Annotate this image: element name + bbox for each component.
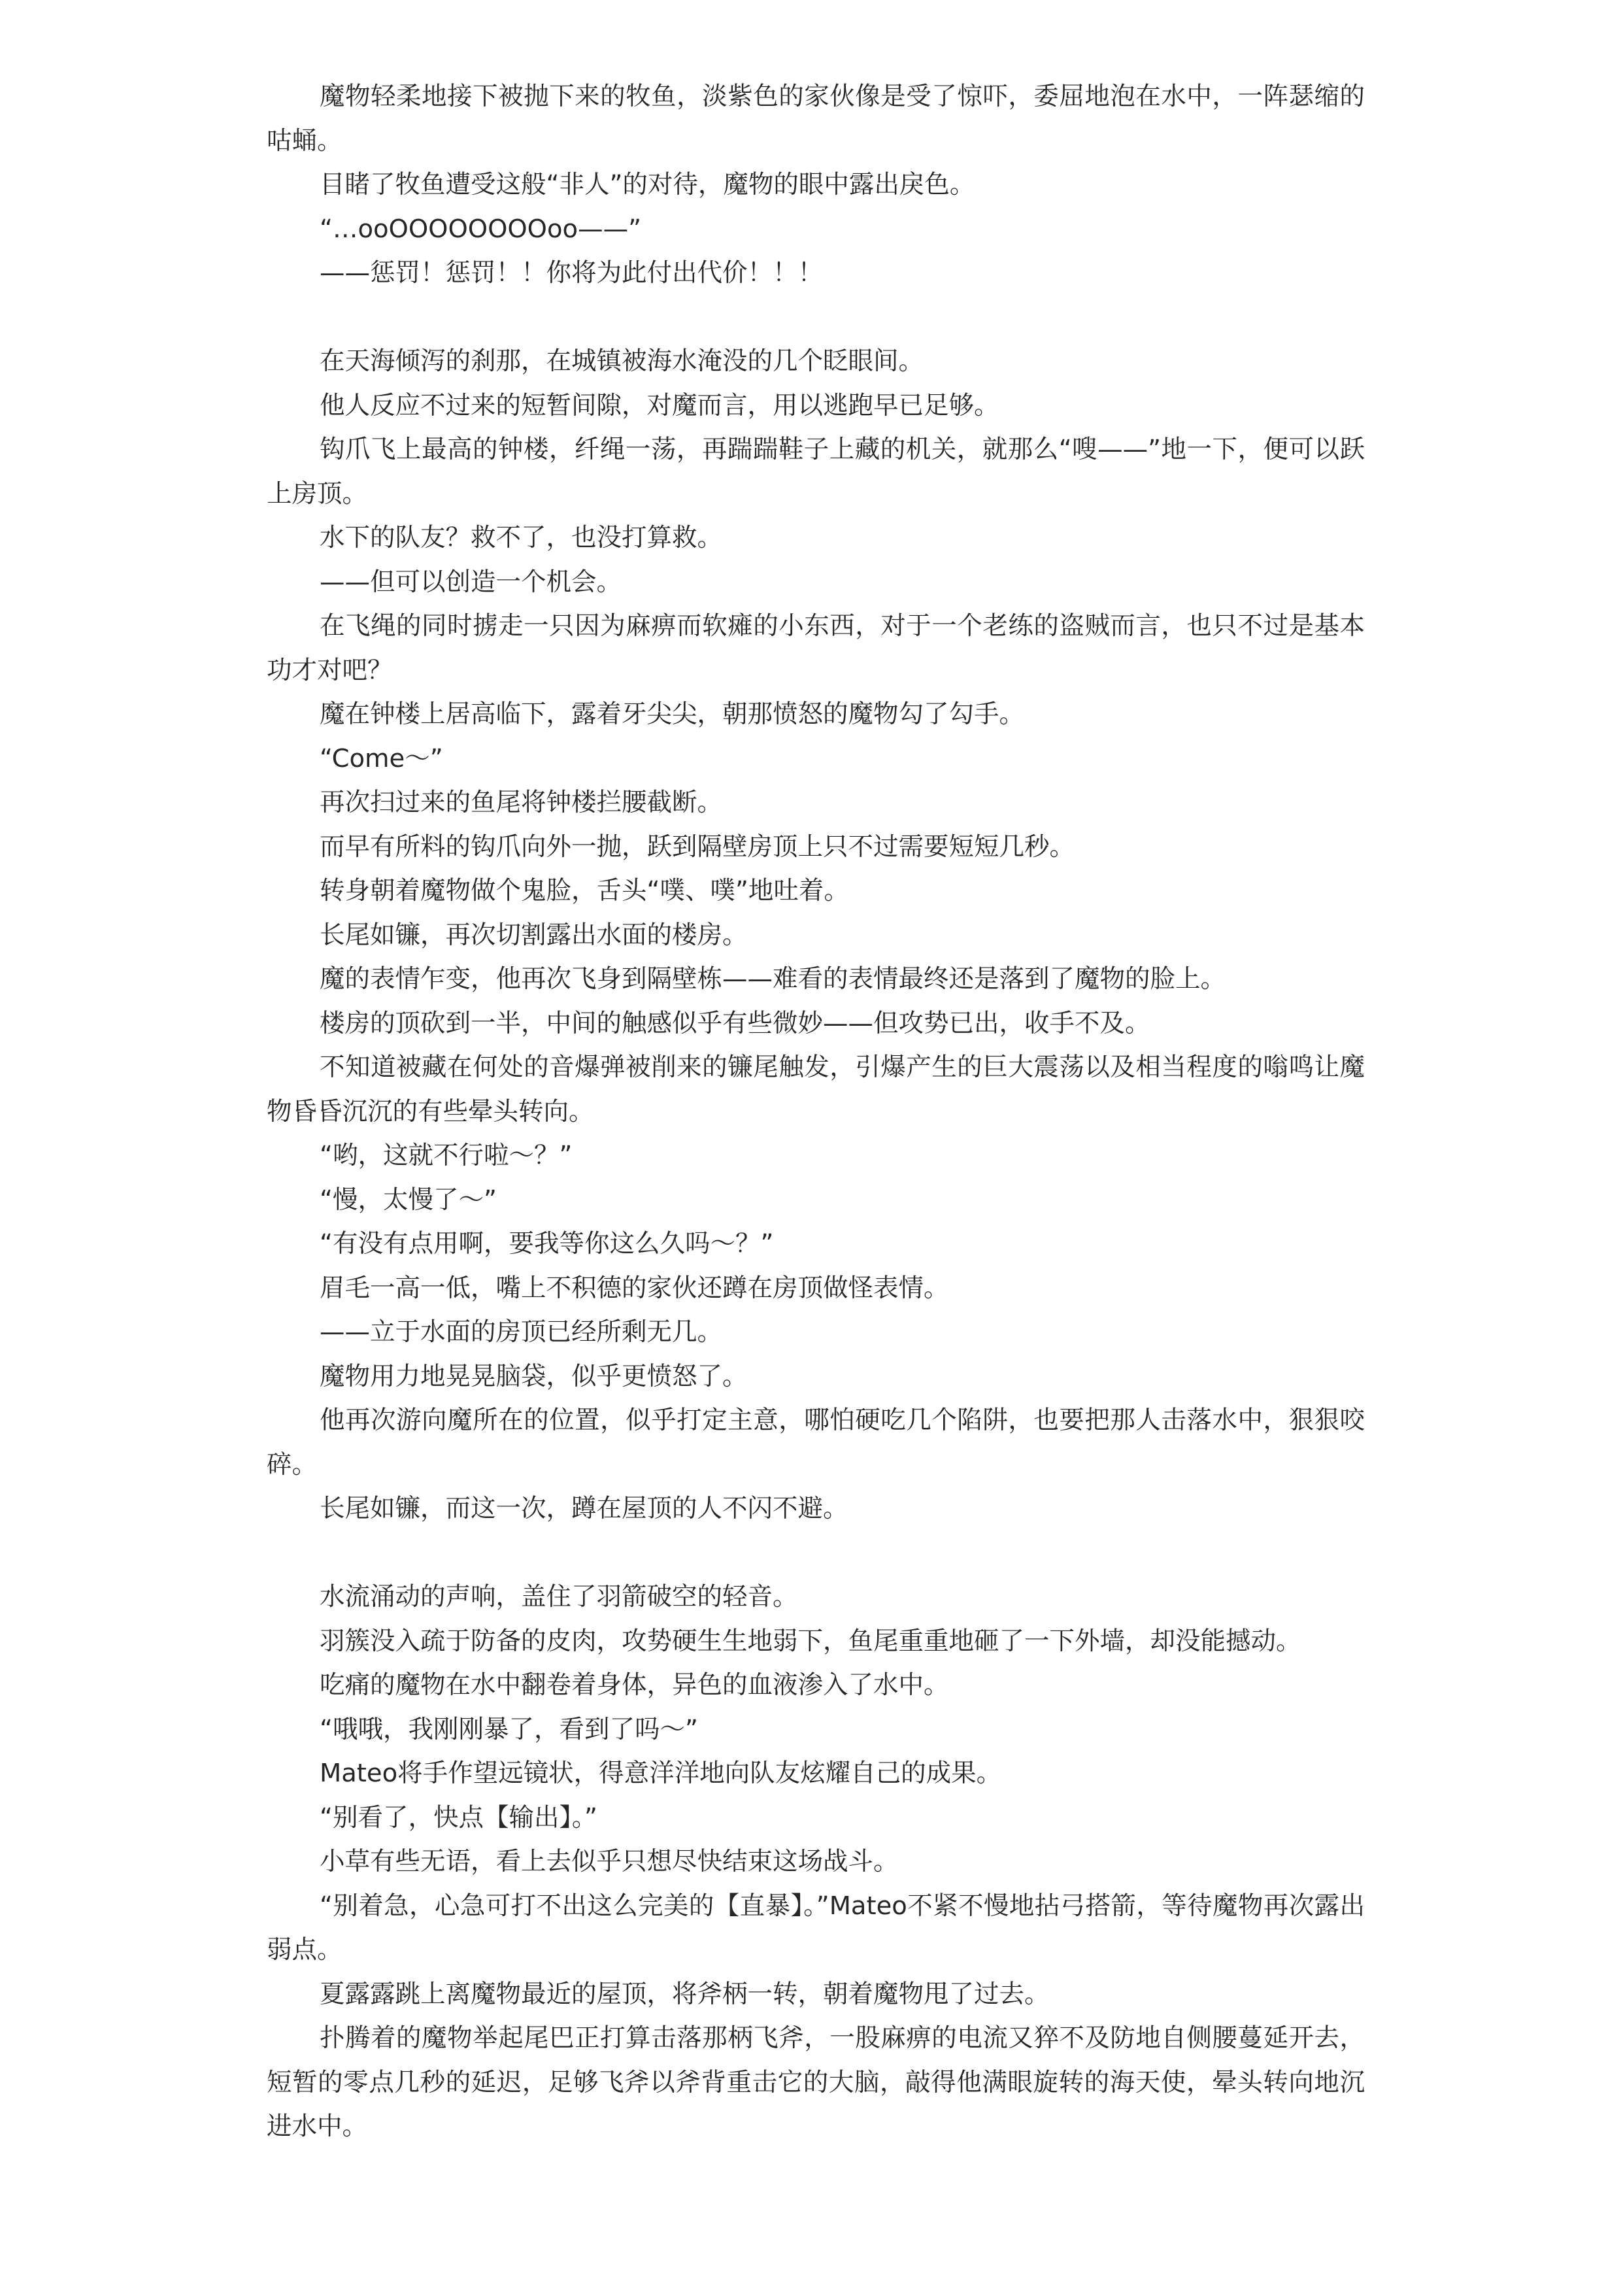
body-paragraph: 楼房的顶砍到一半，中间的触感似乎有些微妙——但攻势已出，收手不及。 [320, 1008, 1150, 1038]
body-paragraph: 魔在钟楼上居高临下，露着牙尖尖，朝那愤怒的魔物勾了勾手。 [320, 700, 1025, 729]
body-paragraph: “哟，这就不行啦～？” [320, 1141, 573, 1170]
body-paragraph: ——立于水面的房顶已经所剩无几。 [320, 1317, 723, 1347]
body-paragraph: ——但可以创造一个机会。 [320, 567, 622, 597]
document-page [267, 75, 1365, 2149]
body-paragraph: 不知道被藏在何处的音爆弹被削来的镰尾触发，引爆产生的巨大震荡以及相当程度的嗡鸣让魔物昏昏沉沉的有些晕头转向。 [267, 1053, 1365, 1126]
body-paragraph: Mateo将手作望远镜状，得意洋洋地向队友炫耀自己的成果。 [320, 1759, 1002, 1788]
body-paragraph: 目睹了牧鱼遭受这般“非人”的对待，魔物的眼中露出戾色。 [320, 170, 975, 199]
body-paragraph: “别看了，快点【输出】。” [320, 1802, 597, 1832]
body-paragraph: 他人反应不过来的短暂间隙，对魔而言，用以逃跑早已足够。 [320, 390, 999, 420]
body-paragraph: “慢，太慢了～” [320, 1185, 497, 1215]
body-paragraph: 吃痛的魔物在水中翻卷着身体，异色的血液渗入了水中。 [320, 1670, 949, 1700]
body-paragraph: 他再次游向魔所在的位置，似乎打定主意，哪怕硬吃几个陷阱，也要把那人击落水中，狠狠咬碎。 [267, 1406, 1365, 1479]
body-paragraph: 转身朝着魔物做个鬼脸，舌头“噗、噗”地吐着。 [320, 876, 849, 905]
body-paragraph: 水下的队友？救不了，也没打算救。 [320, 523, 723, 552]
body-paragraph: 再次扫过来的鱼尾将钟楼拦腰截断。 [320, 788, 723, 817]
body-paragraph: ——惩罚！惩罚！！你将为此付出代价！！！ [320, 258, 824, 288]
section-break [267, 1531, 1365, 1576]
body-paragraph: “别着急，心急可打不出这么完美的【直暴】。”Mateo不紧不慢地拈弓搭箭，等待魔物再次露出弱点。 [267, 1891, 1365, 1965]
body-paragraph: 小草有些无语，看上去似乎只想尽快结束这场战斗。 [320, 1847, 899, 1876]
body-paragraph: 在天海倾泻的刹那，在城镇被海水淹没的几个眨眼间。 [320, 346, 924, 376]
body-paragraph: 水流涌动的声响，盖住了羽箭破空的轻音。 [320, 1582, 798, 1612]
body-paragraph: 夏露露跳上离魔物最近的屋顶，将斧柄一转，朝着魔物甩了过去。 [320, 1979, 1050, 2009]
body-paragraph: 长尾如镰，而这一次，蹲在屋顶的人不闪不避。 [320, 1494, 848, 1523]
section-break [267, 295, 1365, 340]
body-paragraph: “有没有点用啊，要我等你这么久吗～？” [320, 1229, 774, 1258]
body-paragraph: 长尾如镰，再次切割露出水面的楼房。 [320, 920, 748, 950]
body-paragraph: 魔的表情乍变，他再次飞身到隔壁栋——难看的表情最终还是落到了魔物的脸上。 [320, 964, 1226, 994]
body-paragraph: “Come～” [320, 743, 443, 773]
body-paragraph: “…ooOOOOOOOOoo——” [320, 214, 642, 244]
body-paragraph: 在飞绳的同时掳走一只因为麻痹而软瘫的小东西，对于一个老练的盗贼而言，也只不过是基本功才对吧？ [267, 611, 1365, 685]
body-paragraph: 而早有所料的钩爪向外一抛，跃到隔壁房顶上只不过需要短短几秒。 [320, 832, 1075, 862]
body-paragraph: “哦哦，我刚刚暴了，看到了吗～” [320, 1714, 698, 1744]
body-paragraph: 魔物轻柔地接下被抛下来的牧鱼，淡紫色的家伙像是受了惊吓，委屈地泡在水中，一阵瑟缩的咕蛹。 [267, 82, 1365, 156]
body-paragraph: 扑腾着的魔物举起尾巴正打算击落那柄飞斧，一股麻痹的电流又猝不及防地自侧腰蔓延开去，短暂的零点几秒的延迟，足够飞斧以斧背重击它的大脑，敲得他满眼旋转的海天使，晕头转向地沉进水中。 [267, 2023, 1365, 2141]
body-paragraph: 魔物用力地晃晃脑袋，似乎更愤怒了。 [320, 1361, 748, 1391]
body-paragraph: 眉毛一高一低，嘴上不积德的家伙还蹲在房顶做怪表情。 [320, 1273, 949, 1303]
body-paragraph: 羽簇没入疏于防备的皮肉，攻势硬生生地弱下，鱼尾重重地砸了一下外墙，却没能撼动。 [320, 1626, 1301, 1656]
body-paragraph: 钩爪飞上最高的钟楼，纤绳一荡，再踹踹鞋子上藏的机关，就那么“嗖——”地一下，便可以跃上房顶。 [267, 435, 1365, 509]
